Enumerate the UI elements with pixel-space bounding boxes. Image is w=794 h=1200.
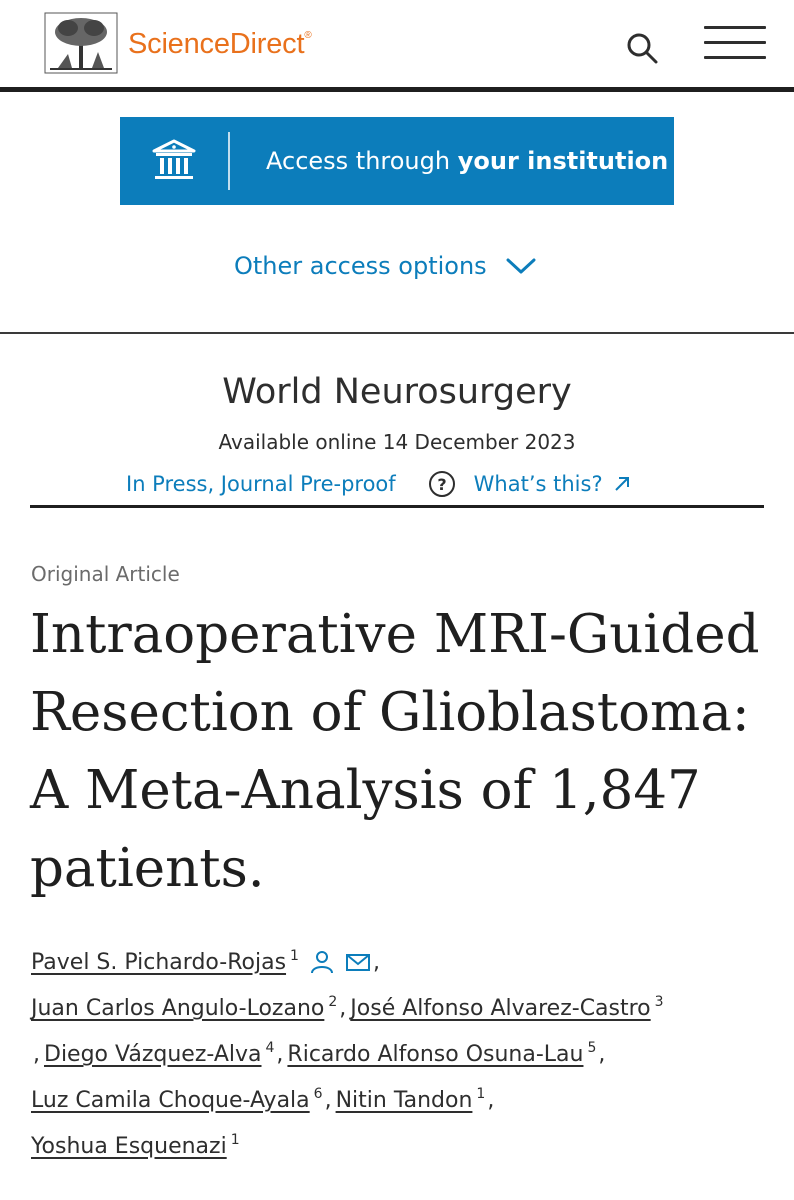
hamburger-menu-icon[interactable] (704, 26, 766, 64)
separator: , (339, 996, 347, 1021)
whats-this-label: What’s this? (473, 472, 603, 496)
affiliation-marker[interactable]: 1 (476, 1086, 486, 1102)
search-icon[interactable] (624, 30, 660, 66)
separator: , (487, 1088, 495, 1113)
help-icon[interactable] (428, 470, 456, 498)
author-line (31, 1078, 771, 1124)
divider (30, 505, 764, 508)
affiliation-marker[interactable]: 1 (230, 1132, 240, 1148)
person-icon[interactable] (309, 949, 335, 975)
whats-this-link[interactable] (474, 472, 631, 496)
article-type: Original Article (31, 562, 180, 586)
author-link[interactable]: Yoshua Esquenazi (31, 1134, 227, 1159)
separator: , (372, 950, 380, 975)
chevron-down-icon (505, 256, 537, 276)
article-title (30, 596, 770, 908)
separator: , (324, 1088, 332, 1113)
title-line: patients. (30, 838, 265, 899)
author-link[interactable]: Luz Camila Choque-Ayala (31, 1088, 310, 1113)
email-icon[interactable] (345, 949, 371, 975)
author-link[interactable]: Nitin Tandon (335, 1088, 473, 1113)
affiliation-marker[interactable]: 2 (328, 994, 338, 1010)
separator: , (33, 1042, 40, 1067)
title-line: Intraoperative MRI-Guided (30, 604, 760, 665)
separator: , (276, 1042, 284, 1067)
top-header (0, 0, 794, 92)
author-link[interactable]: Ricardo Alfonso Osuna-Lau (287, 1042, 584, 1067)
brand-logo-text[interactable]: ScienceDirect® (128, 28, 312, 60)
author-line (31, 986, 771, 1032)
title-line: A Meta-Analysis of 1,847 (30, 760, 701, 821)
affiliation-marker[interactable]: 5 (587, 1040, 597, 1056)
journal-pre-proof-link[interactable]: In Press, Journal Pre-proof (126, 472, 396, 496)
svg-text:?: ? (437, 475, 447, 494)
press-status-row (126, 470, 631, 498)
author-link[interactable]: José Alfonso Alvarez-Castro (350, 996, 651, 1021)
separator: , (598, 1042, 606, 1067)
institution-icon (148, 135, 200, 187)
divider (0, 332, 794, 334)
author-link[interactable]: Pavel S. Pichardo-Rojas (31, 950, 287, 975)
author-list (31, 940, 771, 1170)
access-divider (228, 132, 230, 190)
author-link[interactable]: Juan Carlos Angulo-Lozano (31, 996, 325, 1021)
author-line (31, 1124, 771, 1170)
author-line (31, 1032, 771, 1078)
affiliation-marker[interactable]: 3 (654, 994, 664, 1010)
author-link[interactable]: Diego Vázquez-Alva (44, 1042, 262, 1067)
affiliation-marker[interactable]: 1 (290, 948, 299, 964)
journal-title-link[interactable]: World Neurosurgery (222, 372, 572, 412)
access-label: Access through your institution (266, 147, 669, 175)
affiliation-marker[interactable]: 4 (265, 1040, 275, 1056)
external-link-arrow-icon (613, 475, 631, 493)
title-line: Resection of Glioblastoma: (30, 682, 750, 743)
affiliation-marker[interactable]: 6 (313, 1086, 323, 1102)
other-access-options-link[interactable] (234, 252, 537, 280)
other-access-label: Other access options (234, 252, 487, 280)
availability-date: Available online 14 December 2023 (218, 430, 576, 454)
access-through-institution-button[interactable] (120, 117, 674, 205)
elsevier-tree-logo[interactable] (44, 12, 118, 74)
